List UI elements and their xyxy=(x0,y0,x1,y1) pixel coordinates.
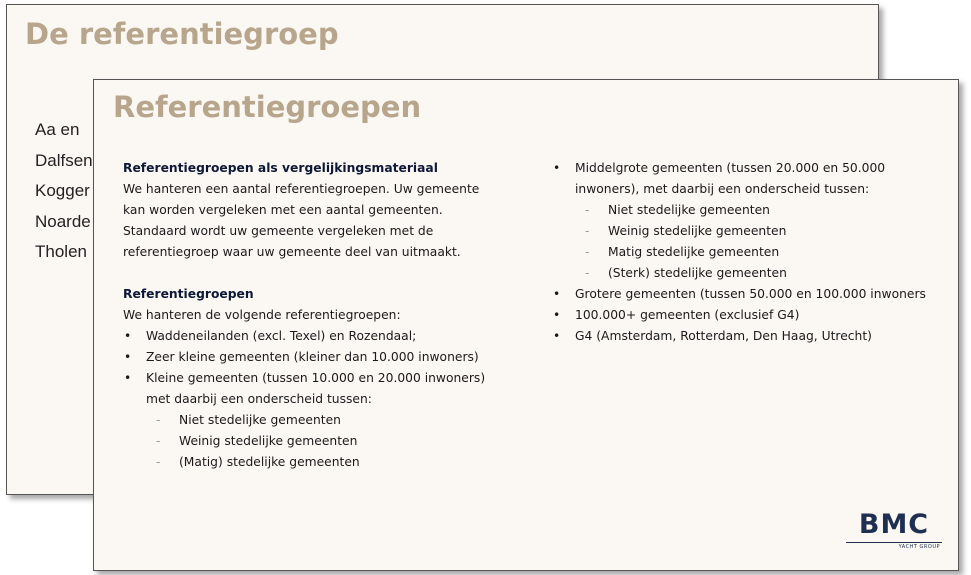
back-slide-title: De referentiegroep xyxy=(25,17,339,51)
bullet-item xyxy=(123,326,523,347)
back-list-item: Aa en xyxy=(35,120,80,139)
bullet-continuation: met daarbij een onderscheid tussen: xyxy=(146,392,372,406)
bullet-text: Kleine gemeenten (tussen 10.000 en 20.000 inwoners) xyxy=(146,371,486,385)
sub-item xyxy=(552,242,952,263)
bullet-text: Middelgrote gemeenten (tussen 20.000 en 50.000 xyxy=(575,161,886,175)
section-heading-comparison: Referentiegroepen als vergelijkingsmateriaal xyxy=(123,161,438,175)
dash-icon: - xyxy=(585,224,590,238)
sub-item-text: Matig stedelijke gemeenten xyxy=(608,245,780,259)
section-heading-groups: Referentiegroepen xyxy=(123,287,254,301)
front-slide-title: Referentiegroepen xyxy=(113,90,422,124)
bullet-icon: • xyxy=(124,329,132,343)
back-list-item: Kogger xyxy=(35,181,90,200)
dash-icon: - xyxy=(156,455,161,469)
bullet-item xyxy=(552,326,952,347)
bullet-item xyxy=(123,347,523,368)
back-list-item: Tholen xyxy=(35,242,87,261)
sub-item-text: (Matig) stedelijke gemeenten xyxy=(179,455,360,469)
bullet-text: 100.000+ gemeenten (exclusief G4) xyxy=(575,308,800,322)
bmc-logo xyxy=(844,510,944,556)
back-slide-list xyxy=(35,115,93,268)
sub-item-text: (Sterk) stedelijke gemeenten xyxy=(608,266,787,280)
back-list-item: Dalfsen xyxy=(35,150,93,170)
bullet-icon: • xyxy=(553,308,561,322)
bullet-item xyxy=(552,284,952,305)
dash-icon: - xyxy=(585,266,590,280)
sub-item xyxy=(552,200,952,221)
bullet-item xyxy=(123,368,523,389)
left-column xyxy=(123,158,523,473)
paragraph-line: kan worden vergeleken met een aantal gemeenten. xyxy=(123,203,443,217)
bullet-text: Waddeneilanden (excl. Texel) en Rozendaal; xyxy=(146,329,417,343)
sub-item xyxy=(552,263,952,284)
sub-item-text: Niet stedelijke gemeenten xyxy=(608,203,770,217)
bullet-continuation: inwoners), met daarbij een onderscheid tussen: xyxy=(575,182,870,196)
bullet-text: Zeer kleine gemeenten (kleiner dan 10.000 inwoners) xyxy=(146,350,479,364)
dash-icon: - xyxy=(585,245,590,259)
spacer xyxy=(123,263,523,284)
sub-item xyxy=(123,431,523,452)
paragraph-line: Standaard wordt uw gemeente vergeleken met de xyxy=(123,224,434,238)
paragraph-line: We hanteren een aantal referentiegroepen. Uw gemeente xyxy=(123,182,480,196)
paragraph-line: referentiegroep waar uw gemeente deel van uitmaakt. xyxy=(123,245,461,259)
right-column xyxy=(552,158,952,347)
dash-icon: - xyxy=(156,434,161,448)
sub-item xyxy=(123,410,523,431)
sub-item-text: Weinig stedelijke gemeenten xyxy=(179,434,358,448)
groups-intro: We hanteren de volgende referentiegroepen: xyxy=(123,308,401,322)
back-list-item: Noarde xyxy=(35,211,91,231)
bullet-icon: • xyxy=(124,371,132,385)
dash-icon: - xyxy=(585,203,590,217)
bullet-icon: • xyxy=(553,329,561,343)
bullet-text: G4 (Amsterdam, Rotterdam, Den Haag, Utrecht) xyxy=(575,329,872,343)
sub-item xyxy=(123,452,523,473)
sub-item-text: Niet stedelijke gemeenten xyxy=(179,413,341,427)
sub-item-text: Weinig stedelijke gemeenten xyxy=(608,224,787,238)
logo-divider xyxy=(846,542,942,543)
dash-icon: - xyxy=(156,413,161,427)
bullet-icon: • xyxy=(553,161,561,175)
logo-subtitle: YACHT GROUP xyxy=(898,544,940,550)
logo-wordmark: BMC xyxy=(858,509,930,540)
bullet-icon: • xyxy=(124,350,132,364)
front-slide xyxy=(93,79,959,571)
bullet-item xyxy=(552,305,952,326)
sub-item xyxy=(552,221,952,242)
bullet-icon: • xyxy=(553,287,561,301)
bullet-item xyxy=(552,158,952,179)
bullet-text: Grotere gemeenten (tussen 50.000 en 100.000 inwoners xyxy=(575,287,926,301)
